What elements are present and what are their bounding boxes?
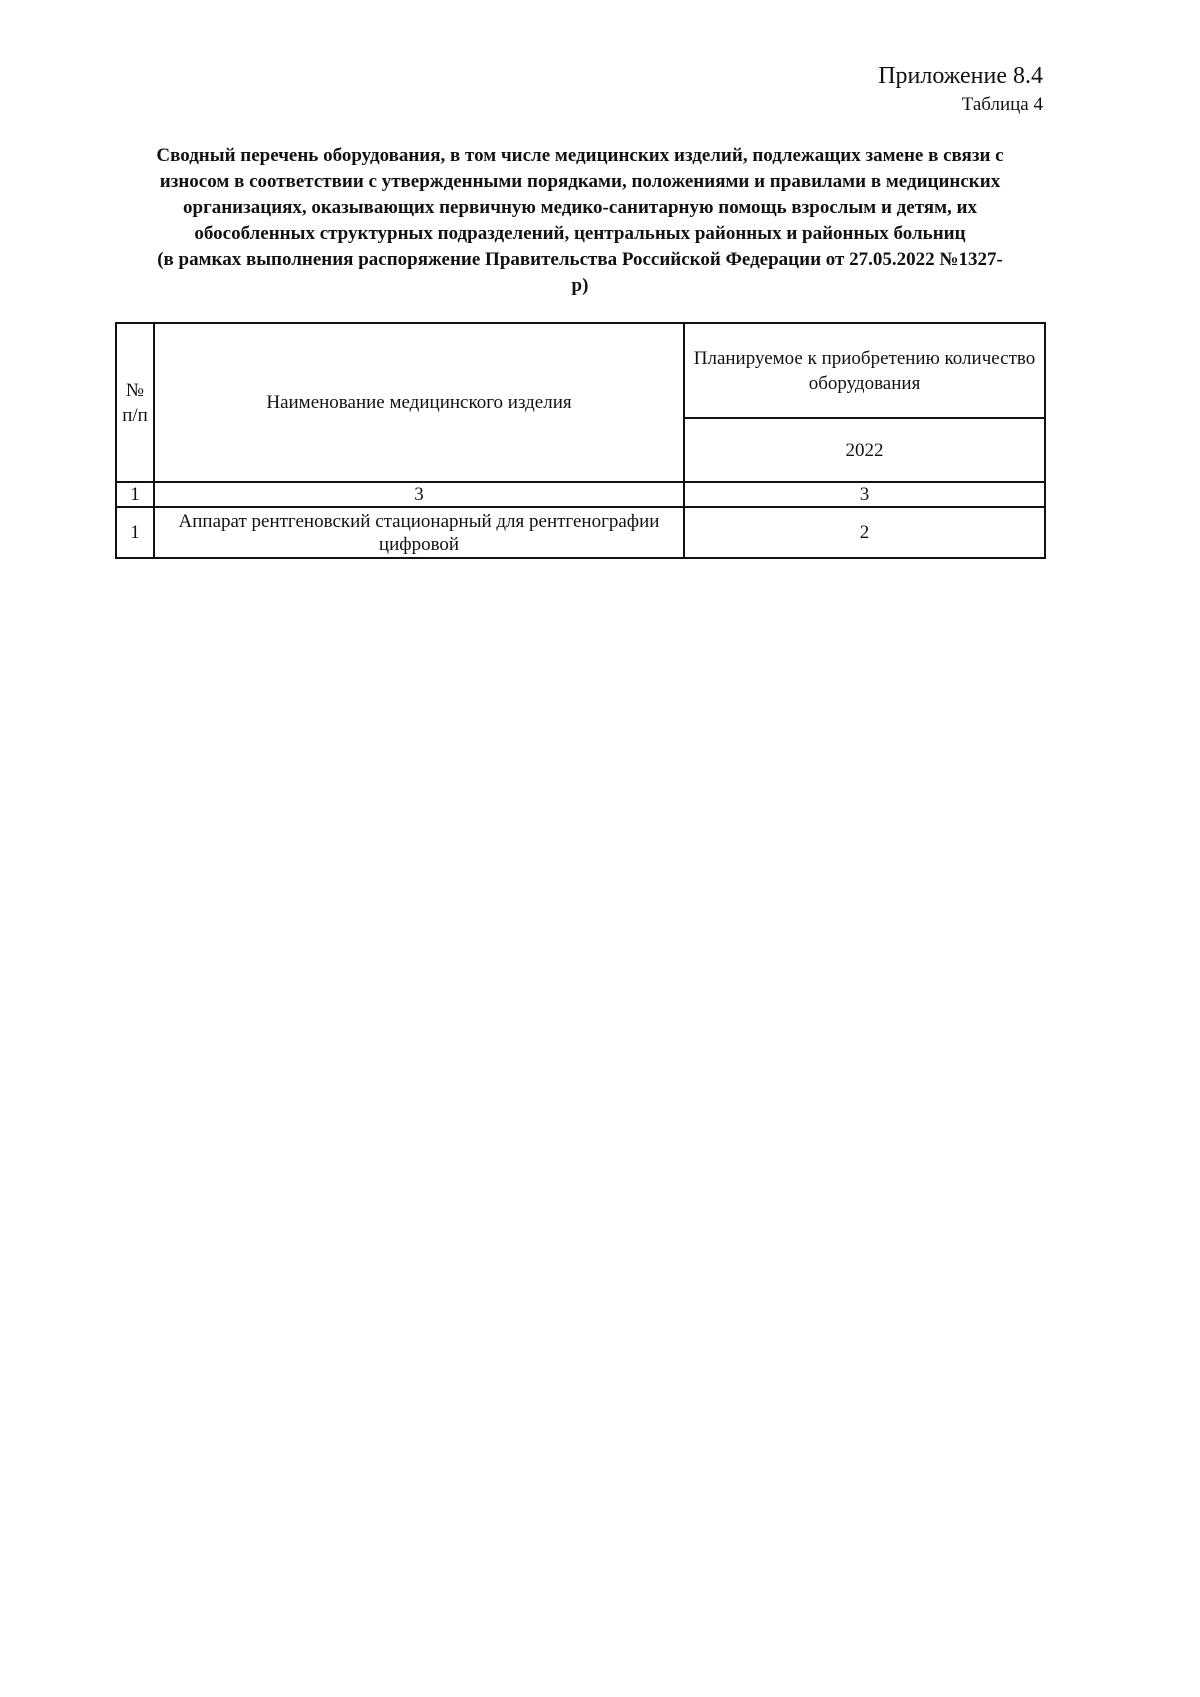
document-title [115,143,1045,299]
title-line: Сводный перечень оборудования, в том числе медицинских изделий, подлежащих замене в связи с [156,145,1004,166]
table-row [116,507,1045,558]
header-year-cell: 2022 [684,418,1045,482]
row-number-cell: 1 [116,507,154,558]
equipment-table [115,322,1046,559]
row-name-cell: Аппарат рентгеновский стационарный для рентгенографии цифровой [154,507,684,558]
row-quantity-cell: 2 [684,507,1045,558]
header-number-cell: № п/п [116,323,154,482]
index-cell: 1 [116,482,154,507]
title-line: износом в соответствии с утвержденными порядками, положениями и правилами в медицинских [159,171,1001,192]
index-cell: 3 [684,482,1045,507]
appendix-label: Приложение 8.4 [878,63,1043,89]
title-line: р) [571,275,589,296]
index-cell: 3 [154,482,684,507]
table-index-row [116,482,1045,507]
title-line: обособленных структурных подразделений, центральных районных и районных больниц [194,223,966,244]
header-planned-cell: Планируемое к приобретению количество оборудования [684,323,1045,418]
header-name-cell: Наименование медицинского изделия [154,323,684,482]
title-line: (в рамках выполнения распоряжение Правительства Российской Федерации от 27.05.2022 №1327- [157,249,1003,270]
title-line: организациях, оказывающих первичную медико-санитарную помощь взрослым и детям, их [183,197,977,218]
table-header-row [116,323,1045,418]
table-number-label: Таблица 4 [961,94,1043,115]
